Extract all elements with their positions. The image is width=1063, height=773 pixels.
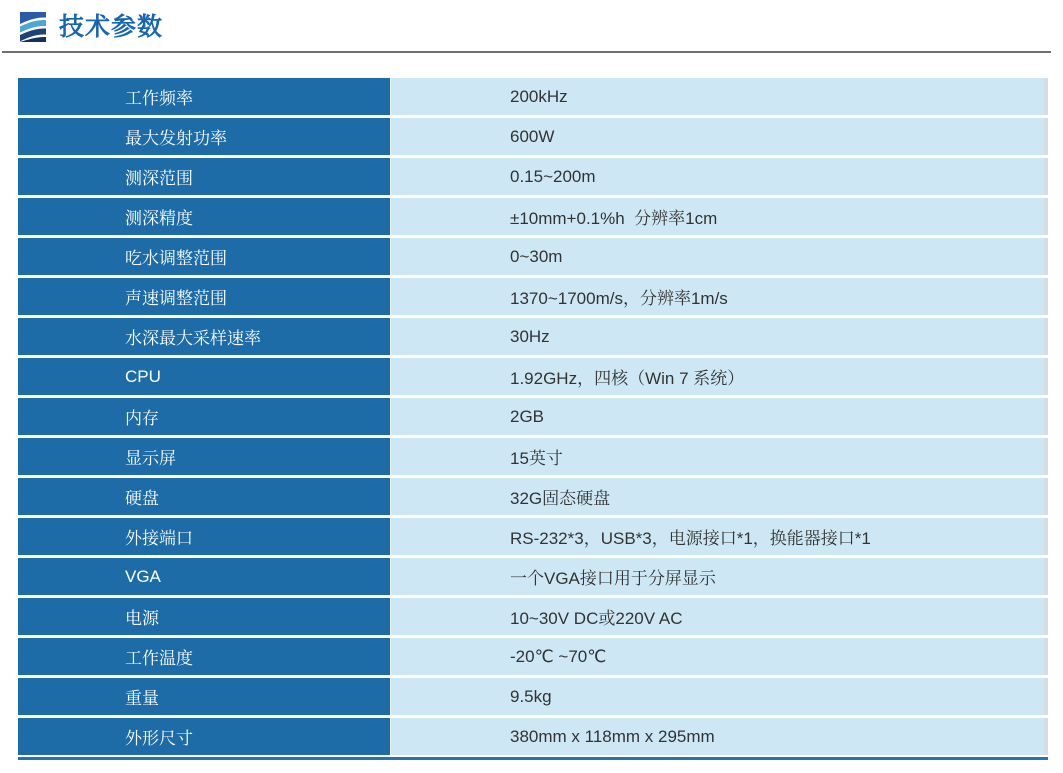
spec-value: 1370~1700m/s，分辨率1m/s — [390, 278, 1048, 315]
spec-value: ±10mm+0.1%h 分辨率1cm — [390, 198, 1048, 235]
spec-label: 重量 — [18, 678, 390, 715]
spec-label: 外形尺寸 — [18, 718, 390, 755]
spec-table — [18, 78, 1048, 760]
spec-label: 外接端口 — [18, 518, 390, 555]
table-row — [18, 558, 1048, 595]
spec-label: 声速调整范围 — [18, 278, 390, 315]
spec-label: 硬盘 — [18, 478, 390, 515]
spec-value: 200kHz — [390, 78, 1048, 115]
spec-label: 电源 — [18, 598, 390, 635]
spec-value: 一个VGA接口用于分屏显示 — [390, 558, 1048, 595]
spec-label: CPU — [18, 358, 390, 395]
spec-label: 工作频率 — [18, 78, 390, 115]
table-row — [18, 518, 1048, 555]
spec-value: 0~30m — [390, 238, 1048, 275]
table-row — [18, 598, 1048, 635]
section-header — [2, 0, 1051, 53]
spec-value: 10~30V DC或220V AC — [390, 598, 1048, 635]
spec-label: 内存 — [18, 398, 390, 435]
spec-value: 380mm x 118mm x 295mm — [390, 718, 1048, 755]
table-row — [18, 358, 1048, 395]
spec-value: 1.92GHz，四核（Win 7 系统） — [390, 358, 1048, 395]
spec-value: 30Hz — [390, 318, 1048, 355]
spec-label: 水深最大采样速率 — [18, 318, 390, 355]
spec-label: 工作温度 — [18, 638, 390, 675]
spec-label: 测深范围 — [18, 158, 390, 195]
spec-value: 600W — [390, 118, 1048, 155]
waves-icon — [20, 12, 46, 42]
spec-value: -20℃ ~70℃ — [390, 638, 1048, 675]
table-row — [18, 198, 1048, 235]
spec-value: 9.5kg — [390, 678, 1048, 715]
table-row — [18, 118, 1048, 155]
spec-label: 显示屏 — [18, 438, 390, 475]
spec-value: 2GB — [390, 398, 1048, 435]
spec-label: 测深精度 — [18, 198, 390, 235]
table-row — [18, 718, 1048, 755]
table-row — [18, 678, 1048, 715]
spec-label: 最大发射功率 — [18, 118, 390, 155]
spec-label: 吃水调整范围 — [18, 238, 390, 275]
spec-value: 15英寸 — [390, 438, 1048, 475]
table-row — [18, 278, 1048, 315]
spec-value: RS-232*3，USB*3，电源接口*1，换能器接口*1 — [390, 518, 1048, 555]
page-title: 技术参数 — [59, 12, 164, 41]
table-row — [18, 478, 1048, 515]
table-row — [18, 158, 1048, 195]
table-row — [18, 638, 1048, 675]
table-row — [18, 438, 1048, 475]
table-row — [18, 78, 1048, 115]
spec-value: 32G固态硬盘 — [390, 478, 1048, 515]
table-row — [18, 398, 1048, 435]
table-row — [18, 318, 1048, 355]
table-row — [18, 238, 1048, 275]
spec-label: VGA — [18, 558, 390, 595]
spec-value: 0.15~200m — [390, 158, 1048, 195]
